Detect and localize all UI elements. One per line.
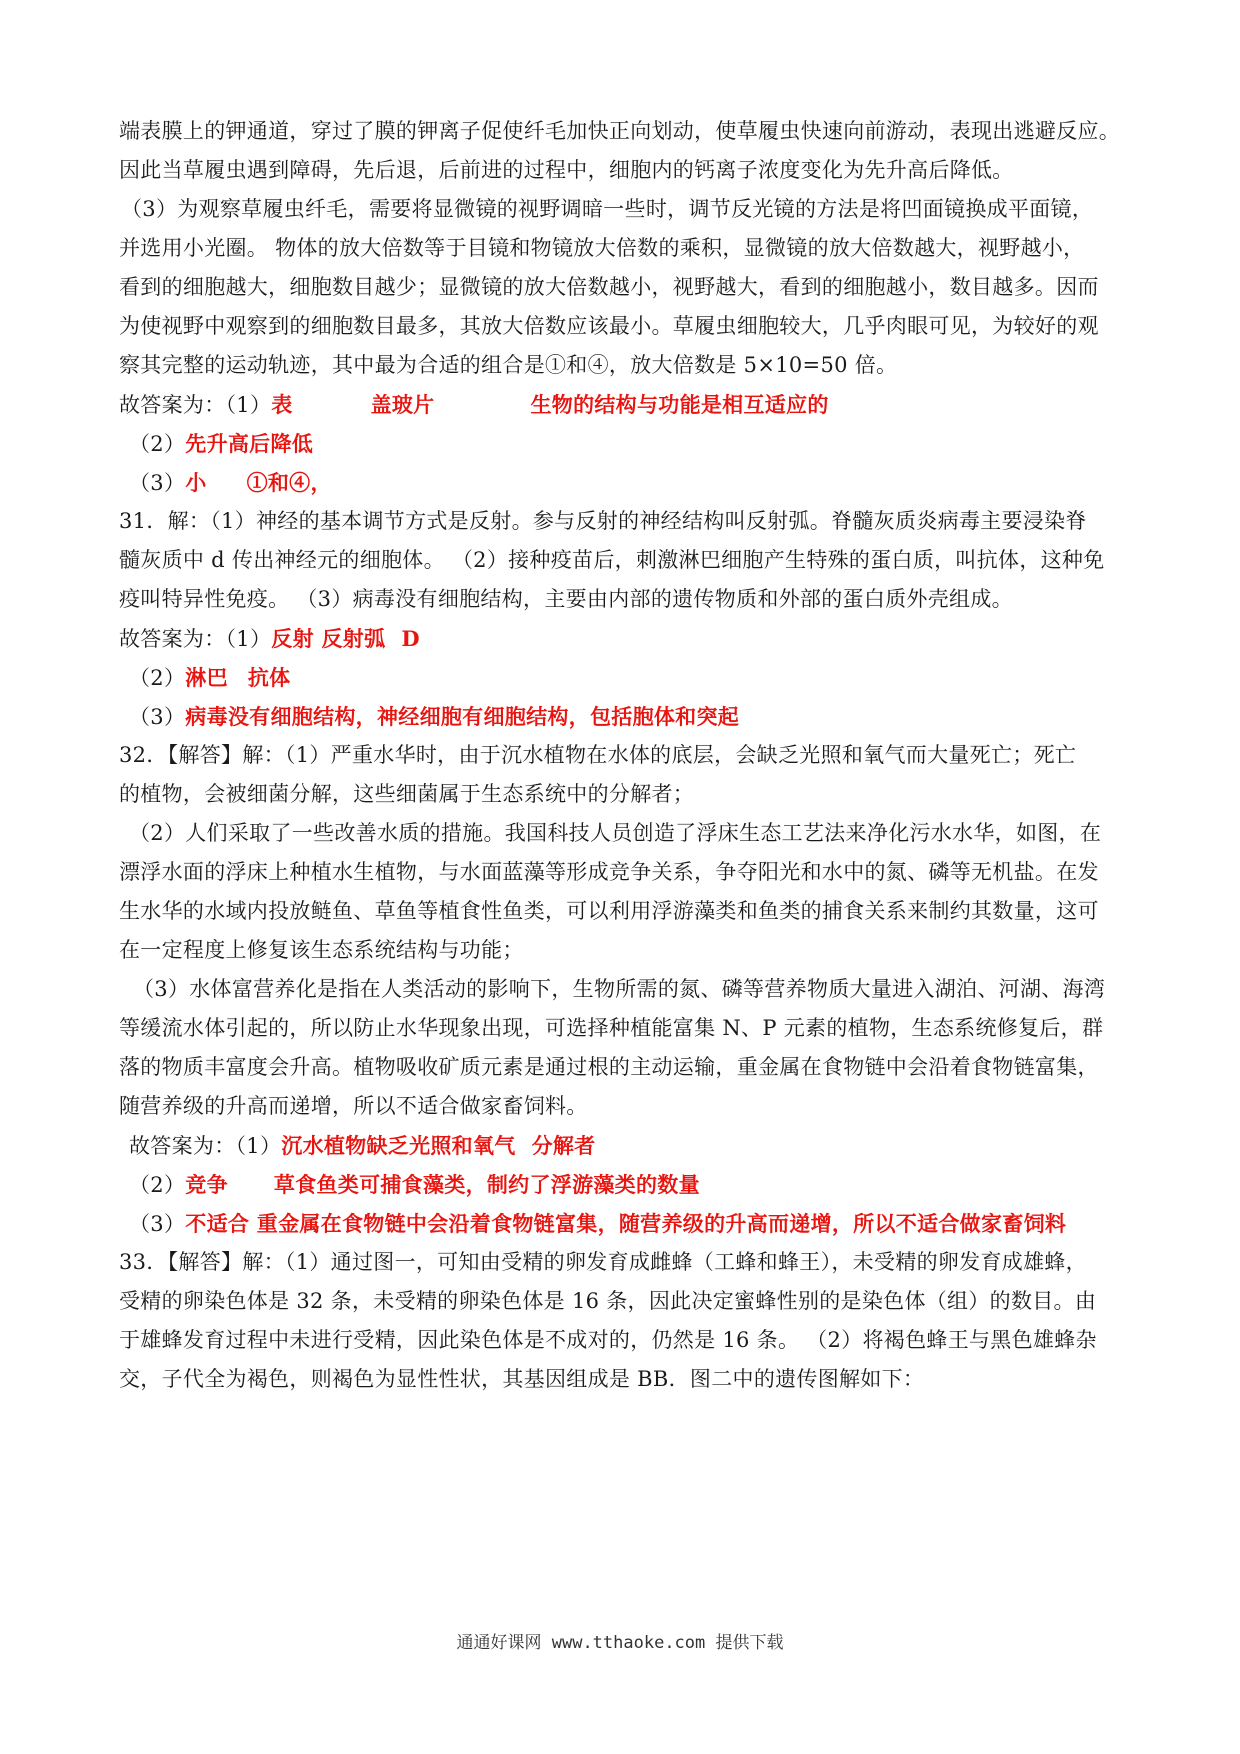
q32-answer-line-3 [119,1204,1129,1243]
answer-part-label: （3） [129,705,186,729]
answer-highlight: 淋巴 [185,665,228,690]
answer-highlight: 先升高后降低 [185,431,314,456]
text-line: 31．解：（1）神经的基本调节方式是反射。参与反射的神经结构叫反射弧。脊髓灰质炎病毒主要浸染脊 [119,509,1087,533]
text-line: 因此当草履虫遇到障碍，先后退，后前进的过程中，细胞内的钙离子浓度变化为先升高后降低。 [119,158,1014,182]
text-line: 看到的细胞越大，细胞数目越少；显微镜的放大倍数越小，视野越大，看到的细胞越小，数目越多。因而 [119,275,1099,299]
q30-answer-line-2 [119,424,1129,463]
answer-highlight: 生物的结构与功能是相互适应的 [530,392,829,417]
q31-answer-line-2 [119,658,1129,697]
answer-highlight: 病毒没有细胞结构，神经细胞有细胞结构，包括胞体和突起 [185,704,740,729]
answer-part-label: （2） [129,666,186,690]
text-line: 端表膜上的钾通道，穿过了膜的钾离子促使纤毛加快正向划动，使草履虫快速向前游动，表现出逃避反应。 [119,119,1121,143]
text-line: 交，子代全为褐色，则褐色为显性性状，其基因组成是 BB．图二中的遗传图解如下： [119,1367,925,1391]
text-line: 于雄蜂发育过程中未进行受精，因此染色体是不成对的，仍然是 16 条。 （2）将褐色蜂王与黑色雄蜂杂 [119,1328,1097,1352]
text-line: 随营养级的升高而递增，所以不适合做家畜饲料。 [119,1094,588,1118]
answer-highlight: 表 [271,392,293,417]
q31-answer-line-3 [119,697,1129,736]
q32-answer-line-2 [119,1165,1129,1204]
answer-part-label: （3） [129,471,186,495]
answer-highlight: 草食鱼类可捕食藻类，制约了浮游藻类的数量 [273,1172,700,1197]
text-line: 生水华的水域内投放鲢鱼、草鱼等植食性鱼类，可以利用浮游藻类和鱼类的捕食关系来制约其数量，这可 [119,899,1099,923]
text-line: 落的物质丰富度会升高。植物吸收矿质元素是通过根的主动运输，重金属在食物链中会沿着食物链富集， [119,1055,1099,1079]
answer-highlight: 小 [185,470,207,495]
text-line: 32．【解答】解：（1）严重水华时，由于沉水植物在水体的底层，会缺乏光照和氧气而大量死亡；死亡 [119,743,1077,767]
text-line: 为使视野中观察到的细胞数目最多，其放大倍数应该最小。草履虫细胞较大，几乎肉眼可见，为较好的观 [119,314,1099,338]
answer-label: 故答案为：（1） [129,1134,282,1158]
answer-label: 故答案为：（1） [119,393,272,417]
answer-part-label: （2） [129,1173,186,1197]
answer-part-label: （2） [129,432,186,456]
answer-highlight: D [401,626,420,651]
text-line: 33．【解答】解：（1）通过图一，可知由受精的卵发育成雌蜂（工蜂和蜂王），未受精的卵发育成雄蜂， [119,1250,1087,1274]
answer-highlight: 反射 反射弧 [271,626,386,651]
text-line: 察其完整的运动轨迹，其中最为合适的组合是①和④，放大倍数是 5×10=50 倍。 [119,353,898,377]
answer-highlight: 盖玻片 [370,392,435,417]
answer-part-label: （3） [129,1212,186,1236]
text-line: （2）人们采取了一些改善水质的措施。我国科技人员创造了浮床生态工艺法来净化污水水华，如图，在 [129,821,1102,845]
text-line: 并选用小光圈。 物体的放大倍数等于目镜和物镜放大倍数的乘积，显微镜的放大倍数越大，视野越小， [119,236,1085,260]
answer-highlight: 不适合 重金属在食物链中会沿着食物链富集，随营养级的升高而递增，所以不适合做家畜饲料 [185,1211,1067,1236]
q32-answer-line-1 [119,1126,1129,1165]
text-line: 髓灰质中 d 传出神经元的细胞体。 （2）接种疫苗后，刺激淋巴细胞产生特殊的蛋白质，叫抗体，这种免 [119,548,1105,572]
text-line: （3）水体富营养化是指在人类活动的影响下，生物所需的氮、磷等营养物质大量进入湖泊、河湖、海湾 [133,977,1106,1001]
answer-highlight: 抗体 [247,665,291,690]
text-line: 在一定程度上修复该生态系统结构与功能； [119,938,524,962]
page-footer: 通通好课网 www.tthaoke.com 提供下载 [456,1633,784,1653]
text-line: （3）为观察草履虫纤毛，需要将显微镜的视野调暗一些时，调节反光镜的方法是将凹面镜换成平面镜， [121,197,1094,221]
q31-answer-line-1 [119,619,1129,658]
answer-label: 故答案为：（1） [119,627,272,651]
answer-highlight: 分解者 [531,1133,596,1158]
text-line: 等缓流水体引起的，所以防止水华现象出现，可选择种植能富集 N、P 元素的植物，生态系统修复后，群 [119,1016,1104,1040]
answer-text-body [119,112,1129,1399]
q30-answer-line-1 [119,385,1129,424]
text-line: 疫叫特异性免疫。 （3）病毒没有细胞结构，主要由内部的遗传物质和外部的蛋白质外壳组成。 [119,587,1013,611]
answer-highlight: ①和④， [246,470,332,495]
text-line: 受精的卵染色体是 32 条，未受精的卵染色体是 16 条，因此决定蜜蜂性别的是染色体（组）的数目。由 [119,1289,1097,1313]
text-line: 的植物，会被细菌分解，这些细菌属于生态系统中的分解者； [119,782,695,806]
answer-highlight: 竞争 [185,1172,228,1197]
answer-highlight: 沉水植物缺乏光照和氧气 [281,1133,516,1158]
q30-answer-line-3 [119,463,1129,502]
text-line: 漂浮水面的浮床上种植水生植物，与水面蓝藻等形成竞争关系，争夺阳光和水中的氮、磷等无机盐。在发 [119,860,1099,884]
